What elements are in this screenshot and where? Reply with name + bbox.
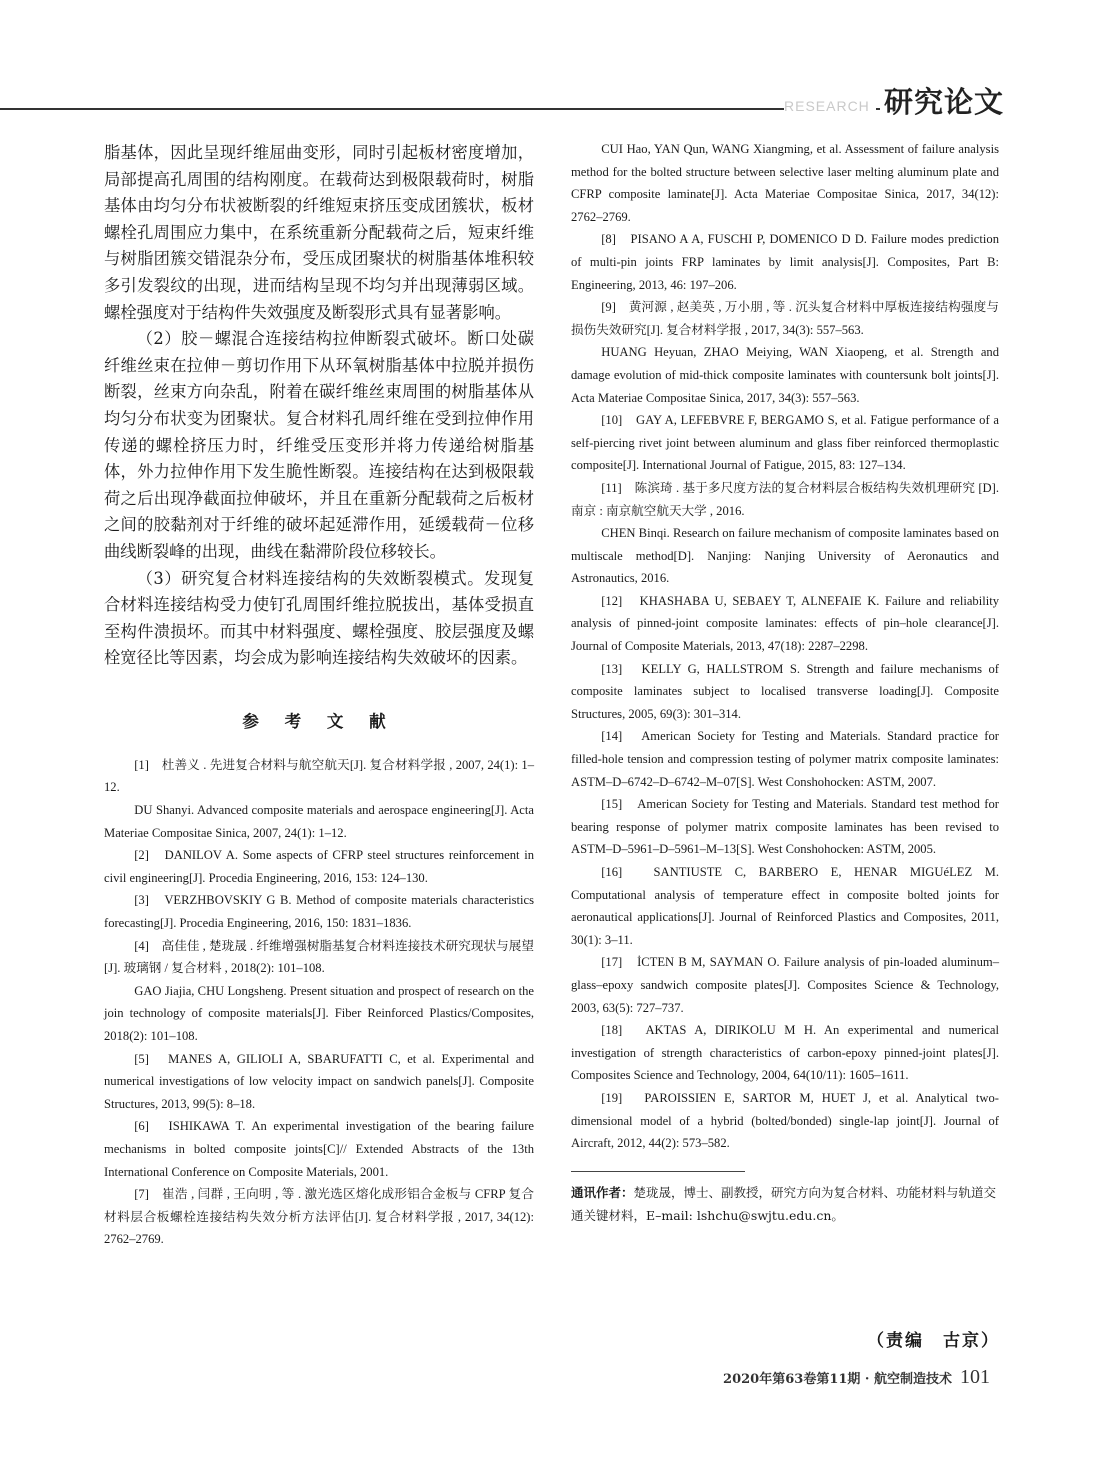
- reference-item: HUANG Heyuan, ZHAO Meiying, WAN Xiaopeng, et al. Strength and damage evolution of mid-thick composite laminates with countersunk bolt joints[J]. Acta Materiae Compositae Sinica, 2017, 34(3): 557–563.: [571, 345, 999, 405]
- page-number: 101: [960, 1366, 990, 1388]
- page-footer: [723, 1366, 990, 1389]
- reference-item: [8] PISANO A A, FUSCHI P, DOMENICO D D. Failure modes prediction of multi-pin joints FRP laminates by limit analysis[J]. Composites, Part B: Engineering, 2013, 46: 197–206.: [571, 232, 999, 292]
- reference-item: [2] DANILOV A. Some aspects of CFRP steel structures reinforcement in civil engineering[J]. Procedia Engineering, 2016, 153: 124–130.: [104, 848, 534, 885]
- reference-item: [18] AKTAS A, DIRIKOLU M H. An experimental and numerical investigation of strength characteristics of carbon-epoxy pinned-joint plates[J]. Composites Science and Technology, 2004, 64(10/11): 1605–1611.: [571, 1023, 999, 1083]
- reference-item: DU Shanyi. Advanced composite materials and aerospace engineering[J]. Acta Materiae Compositae Sinica, 2007, 24(1): 1–12.: [104, 803, 534, 840]
- reference-item: [7] 崔浩 , 闫群 , 王向明 , 等 . 激光选区熔化成形铝合金板与 CFRP 复合材料层合板螺栓连接结构失效分析方法评估[J]. 复合材料学报 , 2017, 34(12): 2762–2769.: [104, 1187, 534, 1247]
- correspondence-note: [571, 1181, 999, 1227]
- reference-item: [13] KELLY G, HALLSTROM S. Strength and failure mechanisms of composite laminates subject to localised transverse loading[J]. Composite Structures, 2005, 69(3): 301–314.: [571, 661, 999, 721]
- reference-item: [9] 黄河源 , 赵美英 , 万小朋 , 等 . 沉头复合材料中厚板连接结构强度与损伤失效研究[J]. 复合材料学报 , 2017, 34(3): 557–563.: [571, 300, 999, 337]
- reference-item: GAO Jiajia, CHU Longsheng. Present situation and prospect of research on the join technology of composite materials[J]. Fiber Reinforced Plastics/Composites, 2018(2): 101–108.: [104, 983, 534, 1043]
- reference-item: [1] 杜善义 . 先进复合材料与航空航天[J]. 复合材料学报 , 2007, 24(1): 1–12.: [104, 757, 534, 795]
- footer-journal: 2020年第63卷第11期 · 航空制造技术: [723, 1372, 952, 1387]
- body-paragraph-2: （2）胶－螺混合连接结构拉伸断裂式破坏。断口处碳纤维丝束在拉伸－剪切作用下从环氧树脂基体中拉脱并损伤断裂，丝束方向杂乱，附着在碳纤维丝束周围的树脂基体从均匀分布状变为团聚状。复合材料孔周纤维在受到拉伸作用传递的螺栓挤压力时，纤维受压变形并将力传递给树脂基体，外力拉伸作用下发生脆性断裂。连接结构在达到极限载荷之后出现净截面拉伸破坏，并且在重新分配载荷之后板材之间的胶黏剂对于纤维的破坏起延滞作用，延缓载荷－位移曲线断裂峰的出现，曲线在黏滞阶段位移较长。: [104, 329, 534, 561]
- editor-note: （责编 古京）: [867, 1331, 1000, 1351]
- reference-item: [3] VERZHBOVSKIY G B. Method of composite materials characteristics forecasting[J]. Procedia Engineering, 2016, 150: 1831–1836.: [104, 893, 534, 931]
- reference-item: [5] MANES A, GILIOLI A, SBARUFATTI C, et al. Experimental and numerical investigations of low velocity impact on sandwich panels[J]. Composite Structures, 2013, 99(5): 8–18.: [104, 1051, 534, 1111]
- reference-item: [10] GAY A, LEFEBVRE F, BERGAMO S, et al. Fatigue performance of a self-piercing rivet joint between aluminum and glass fiber reinforced thermoplastic composite[J]. International Journal of Fatigue, 2015, 83: 127–134.: [571, 413, 999, 473]
- body-paragraph-1: 脂基体，因此呈现纤维屈曲变形，同时引起板材密度增加，局部提高孔周围的结构刚度。在载荷达到极限载荷时，树脂基体由均匀分布状被断裂的纤维短束挤压变成团簇状，板材螺栓孔周围应力集中，在系统重新分配载荷之后，短束纤维与树脂团簇交错混杂分布，受压成团聚状的树脂基体堆积较多引发裂纹的出现，进而结构呈现不均匀并出现薄弱区域。螺栓强度对于结构件失效强度及断裂形式具有显著影响。: [104, 143, 534, 322]
- reference-item: [19] PAROISSIEN E, SARTOR M, HUET J, et al. Analytical two-dimensional model of a hybrid (bolted/bonded) single-lap joint[J]. Journal of Aircraft, 2012, 44(2): 573–582.: [571, 1090, 999, 1151]
- reference-item: [17] İCTEN B M, SAYMAN O. Failure analysis of pin-loaded aluminum–glass–epoxy sandwich composite plates[J]. Composites Science & Technology, 2003, 63(5): 727–737.: [571, 955, 999, 1015]
- references-title: 参 考 文 献: [242, 711, 396, 731]
- reference-item: [16] SANTIUSTE C, BARBERO E, HENAR MIGUéLEZ M. Computational analysis of temperature effect in composite bolted joints for aeronautical applications[J]. Journal of Reinforced Plastics and Composites, 2011, 30(1): 3–11.: [571, 865, 999, 947]
- reference-item: [11] 陈滨琦 . 基于多尺度方法的复合材料层合板结构失效机理研究 [D]. 南京 : 南京航空航天大学 , 2016.: [571, 480, 999, 518]
- header-research-label: RESEARCH: [784, 98, 876, 114]
- body-paragraph-3: （3）研究复合材料连接结构的失效断裂模式。发现复合材料连接结构受力使钉孔周围纤维拉脱拔出，基体受损直至构件溃损坏。而其中材料强度、螺栓强度、胶层强度及螺栓宽径比等因素，均会成为影响连接结构失效破坏的因素。: [104, 568, 534, 668]
- reference-item: [15] American Society for Testing and Materials. Standard test method for bearing response of polymer matrix composite laminates has been revised to ASTM–D–5961–D–5961–M–13[S]. West Conshohocken: ASTM, 2005.: [571, 797, 999, 857]
- reference-item: [12] KHASHABA U, SEBAEY T, ALNEFAIE K. Failure and reliability analysis of pinned-joint composite laminates: effects of pin–hole clearance[J]. Journal of Composite Materials, 2013, 47(18): 2287–2298.: [571, 593, 999, 654]
- reference-item: [14] American Society for Testing and Materials. Standard practice for filled-hole tension and compression testing of polymer matrix composite laminates: ASTM–D–6742–D–6742–M–07[S]. West Conshohocken: ASTM, 2007.: [571, 729, 999, 789]
- reference-item: [6] ISHIKAWA T. An experimental investigation of the bearing failure mechanisms in bolted composite joints[C]// Extended Abstracts of the 13th International Conference on Composite Materials, 2001.: [104, 1119, 534, 1179]
- reference-item: [4] 高佳佳 , 楚珑晟 . 纤维增强树脂基复合材料连接技术研究现状与展望 [J]. 玻璃钢 / 复合材料 , 2018(2): 101–108.: [104, 938, 534, 976]
- left-column: [104, 140, 534, 1251]
- reference-item: CHEN Binqi. Research on failure mechanism of composite laminates based on multiscale method[D]. Nanjing: Nanjing University of Aeronautics and Astronautics, 2016.: [571, 526, 999, 586]
- reference-item: CUI Hao, YAN Qun, WANG Xiangming, et al. Assessment of failure analysis method for the bolted structure between selective laser melting aluminum plate and CFRP composite laminate[J]. Acta Materiae Compositae Sinica, 2017, 34(12): 2762–2769.: [571, 142, 999, 224]
- header-section-title: 研究论文: [880, 80, 1008, 121]
- right-column: [571, 138, 999, 1227]
- correspondence-text: 楚珑晟，博士、副教授，研究方向为复合材料、功能材料与轨道交通关键材料，E–mail: lshchu@swjtu.edu.cn。: [571, 1184, 997, 1223]
- footnote-divider: [571, 1171, 745, 1172]
- correspondence-label: 通讯作者：: [571, 1184, 634, 1200]
